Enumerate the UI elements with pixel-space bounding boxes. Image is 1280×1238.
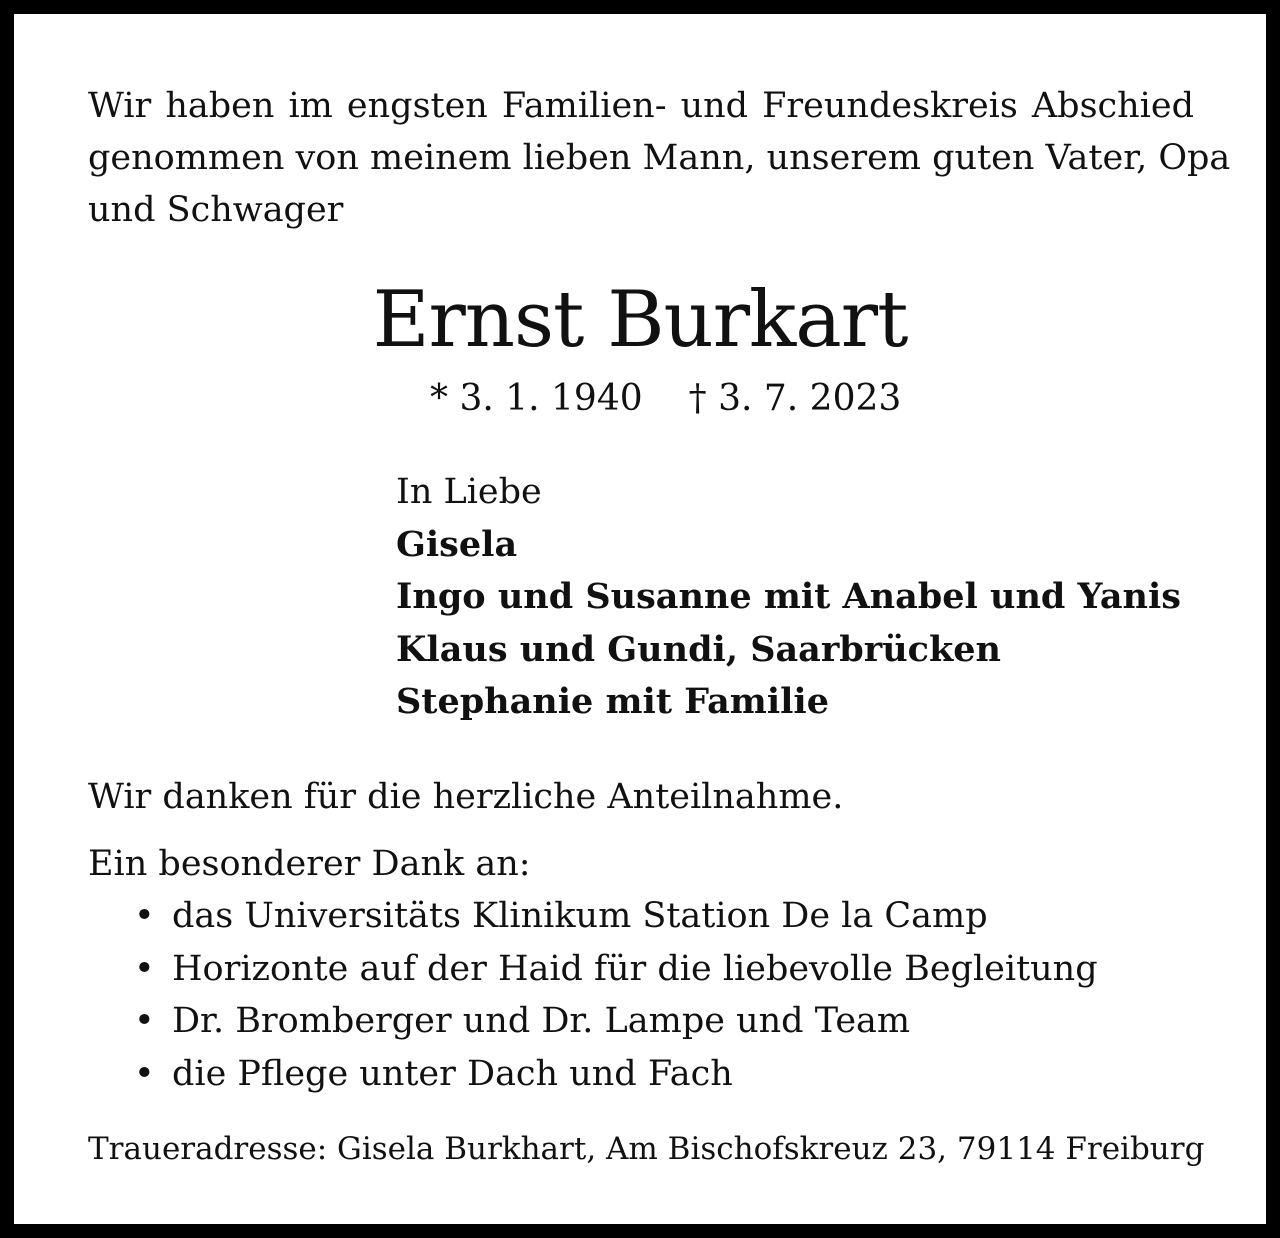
list-item	[134, 995, 1098, 1048]
mourner-name: Klaus und Gundi, Saarbrücken	[396, 628, 1001, 670]
bullet-icon: •	[134, 896, 155, 936]
bullet-icon: •	[134, 1001, 155, 1041]
mourners-intro: In Liebe	[396, 472, 542, 512]
list-item-text: Dr. Bromberger und Dr. Lampe und Team	[172, 1001, 911, 1041]
life-dates	[430, 374, 901, 424]
intro-paragraph	[88, 80, 1231, 236]
intro-line: genommen von meinem lieben Mann, unserem guten Vater, Opa	[88, 138, 1231, 178]
list-item	[134, 890, 1098, 943]
mourner-name: Gisela	[396, 523, 518, 565]
thanks-text: Wir danken für die herzliche Anteilnahme.	[88, 777, 844, 817]
death-date: † 3. 7. 2023	[688, 378, 902, 419]
intro-line: Wir haben im engsten Familien- und Freundeskreis Abschied	[88, 86, 1194, 126]
bullet-icon: •	[134, 948, 155, 989]
intro-line: und Schwager	[88, 190, 344, 230]
mourners-block	[396, 466, 1181, 729]
special-thanks-list	[134, 890, 1098, 1100]
list-item-text: die Pflege unter Dach und Fach	[172, 1053, 733, 1094]
special-thanks-heading: Ein besonderer Dank an:	[88, 844, 531, 884]
deceased-name: Ernst Burkart	[372, 275, 908, 365]
list-item-text: das Universitäts Klinikum Station De la Camp	[172, 896, 988, 936]
birth-date: * 3. 1. 1940	[430, 378, 643, 419]
list-item	[134, 1048, 1098, 1101]
bullet-icon: •	[134, 1053, 155, 1094]
list-item-text: Horizonte auf der Haid für die liebevolle Begleitung	[172, 948, 1098, 989]
list-item	[134, 943, 1098, 996]
mourner-name: Ingo und Susanne mit Anabel und Yanis	[396, 576, 1181, 617]
mourner-name: Stephanie mit Familie	[396, 681, 829, 722]
mourning-address: Traueradresse: Gisela Burkhart, Am Bischofskreuz 23, 79114 Freiburg	[88, 1131, 1205, 1167]
